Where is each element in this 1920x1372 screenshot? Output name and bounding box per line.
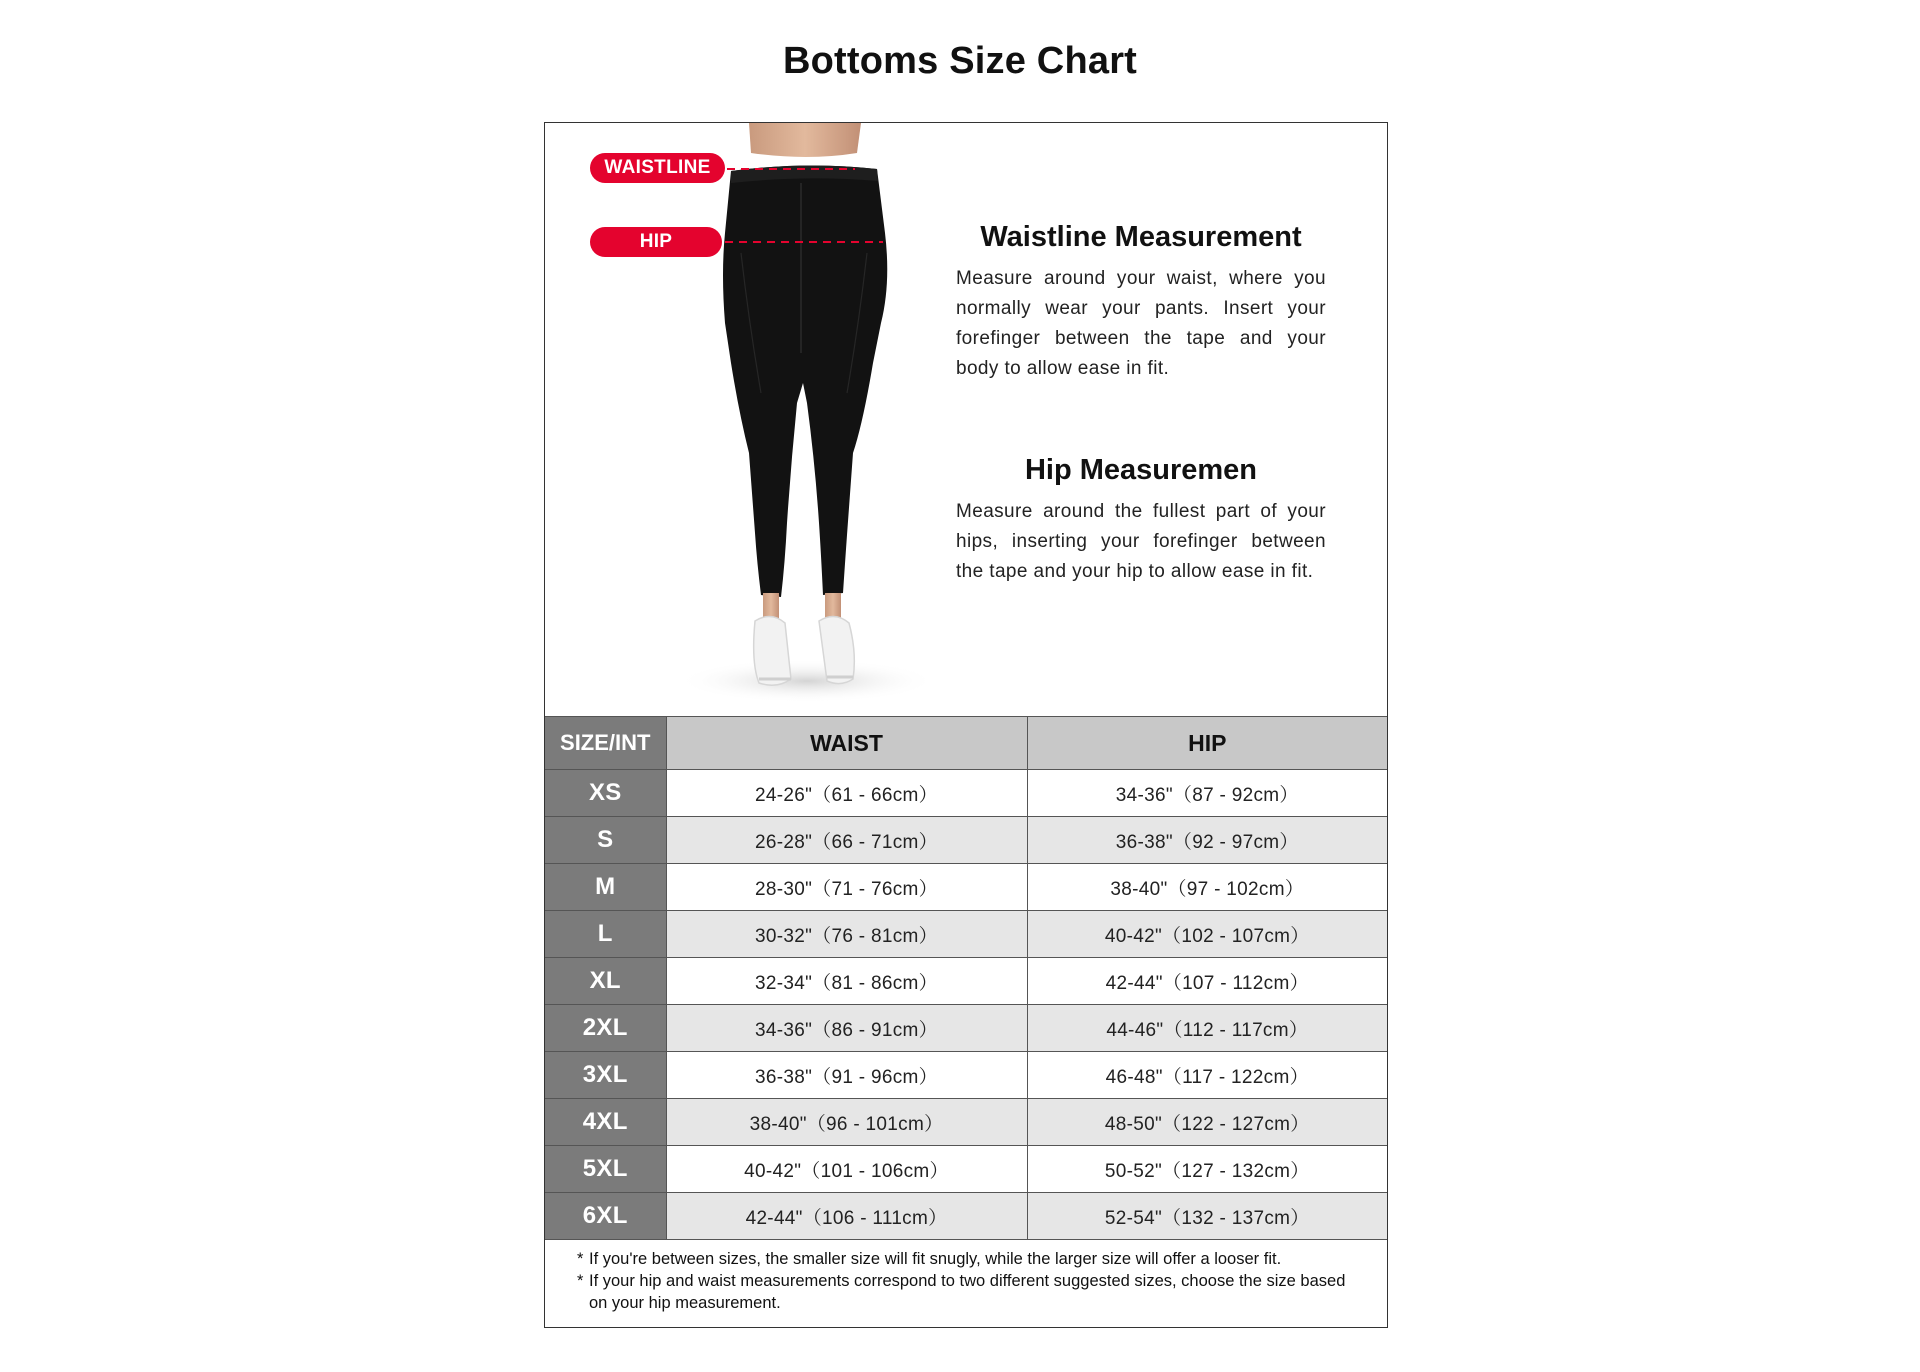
table-row <box>545 1005 1387 1052</box>
size-cell: 2XL <box>545 1005 666 1052</box>
table-row <box>545 1099 1387 1146</box>
hip-section <box>956 454 1326 587</box>
note-bullet: * <box>577 1272 584 1290</box>
table-row <box>545 864 1387 911</box>
size-chart-panel <box>544 122 1388 1328</box>
waist-cell: 24-26"（61 - 66cm） <box>666 770 1027 817</box>
table-row <box>545 817 1387 864</box>
size-table <box>545 716 1387 1240</box>
table-row <box>545 1146 1387 1193</box>
table-row <box>545 1052 1387 1099</box>
waistline-heading: Waistline Measurement <box>980 221 1302 253</box>
header-waist: WAIST <box>666 717 1027 770</box>
waist-cell: 34-36"（86 - 91cm） <box>666 1005 1027 1052</box>
waistline-description: Measure around your waist, where you normally wear your pants. Insert your forefinger between the tape and your body to allow ease in fit. <box>956 268 1326 379</box>
hip-cell: 46-48"（117 - 122cm） <box>1027 1052 1387 1099</box>
size-cell: 3XL <box>545 1052 666 1099</box>
table-row <box>545 958 1387 1005</box>
waist-cell: 38-40"（96 - 101cm） <box>666 1099 1027 1146</box>
note-text: If you're between sizes, the smaller size will fit snugly, while the larger size will offer a looser fit. <box>589 1250 1282 1268</box>
table-row <box>545 911 1387 958</box>
size-cell: 6XL <box>545 1193 666 1240</box>
waist-cell: 36-38"（91 - 96cm） <box>666 1052 1027 1099</box>
waistline-tag: WAISTLINE <box>590 153 725 183</box>
leggings-model-image <box>545 123 925 716</box>
size-notes <box>577 1248 1367 1314</box>
table-header-row <box>545 717 1387 770</box>
waist-cell: 28-30"（71 - 76cm） <box>666 864 1027 911</box>
hip-heading: Hip Measuremen <box>1024 454 1258 486</box>
size-cell: 4XL <box>545 1099 666 1146</box>
header-hip: HIP <box>1027 717 1387 770</box>
waist-cell: 42-44"（106 - 111cm） <box>666 1193 1027 1240</box>
table-row <box>545 1193 1387 1240</box>
hip-cell: 38-40"（97 - 102cm） <box>1027 864 1387 911</box>
waist-cell: 30-32"（76 - 81cm） <box>666 911 1027 958</box>
hip-cell: 52-54"（132 - 137cm） <box>1027 1193 1387 1240</box>
size-cell: L <box>545 911 666 958</box>
page-title: Bottoms Size Chart <box>782 40 1138 82</box>
size-cell: XS <box>545 770 666 817</box>
size-cell: XL <box>545 958 666 1005</box>
hip-cell: 40-42"（102 - 107cm） <box>1027 911 1387 958</box>
note-bullet: * <box>577 1250 584 1268</box>
hip-cell: 34-36"（87 - 92cm） <box>1027 770 1387 817</box>
size-cell: S <box>545 817 666 864</box>
note-item <box>577 1248 1367 1270</box>
hip-cell: 48-50"（122 - 127cm） <box>1027 1099 1387 1146</box>
hip-description: Measure around the fullest part of your hips, inserting your forefinger between the tape and your hip to allow ease in fit. <box>956 501 1326 582</box>
hip-cell: 42-44"（107 - 112cm） <box>1027 958 1387 1005</box>
hip-tag: HIP <box>590 227 722 257</box>
header-size: SIZE/INT <box>545 717 666 770</box>
size-cell: M <box>545 864 666 911</box>
table-row <box>545 770 1387 817</box>
size-cell: 5XL <box>545 1146 666 1193</box>
measurement-illustration <box>545 123 1389 716</box>
waistline-section <box>956 221 1326 384</box>
waist-cell: 40-42"（101 - 106cm） <box>666 1146 1027 1193</box>
hip-cell: 36-38"（92 - 97cm） <box>1027 817 1387 864</box>
hip-cell: 44-46"（112 - 117cm） <box>1027 1005 1387 1052</box>
waist-cell: 32-34"（81 - 86cm） <box>666 958 1027 1005</box>
note-item <box>577 1270 1367 1314</box>
waist-cell: 26-28"（66 - 71cm） <box>666 817 1027 864</box>
hip-cell: 50-52"（127 - 132cm） <box>1027 1146 1387 1193</box>
note-text: If your hip and waist measurements correspond to two different suggested sizes, choose the size based on your hip measurement. <box>589 1272 1346 1312</box>
